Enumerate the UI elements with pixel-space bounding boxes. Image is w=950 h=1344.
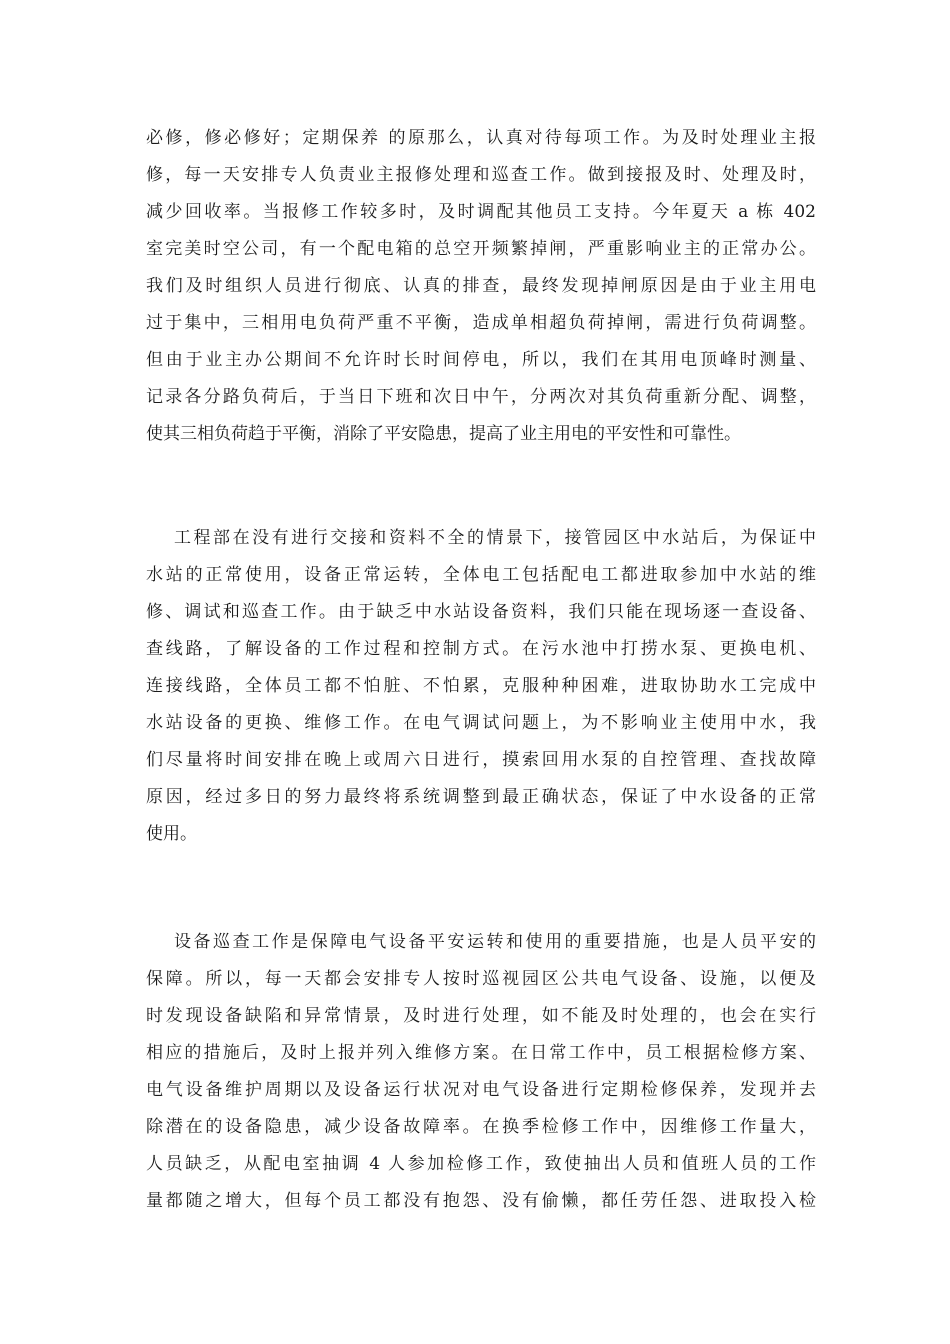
text-line: 减少回收率。当报修工作较多时，及时调配其他员工支持。今年夏天 a 栋 402 — [146, 202, 816, 222]
text-line: 修，每一天安排专人负责业主报修处理和巡查工作。做到接报及时、处理及时， — [146, 165, 816, 185]
text-line: 们尽量将时间安排在晚上或周六日进行，摸索回用水泵的自控管理、查找故障 — [146, 750, 816, 770]
text-line: 保障。所以，每一天都会安排专人按时巡视园区公共电气设备、设施，以便及 — [146, 969, 816, 989]
text-line: 工程部在没有进行交接和资料不全的情景下，接管园区中水站后，为保证中 — [174, 528, 816, 548]
text-line: 室完美时空公司，有一个配电箱的总空开频繁掉闸，严重影响业主的正常办公。 — [146, 239, 816, 259]
text-line: 必修，修必修好；定期保养 的原那么，认真对待每项工作。为及时处理业主报 — [146, 128, 816, 148]
text-line: 我们及时组织人员进行彻底、认真的排查，最终发现掉闸原因是由于业主用电 — [146, 276, 816, 296]
text-line: 但由于业主办公期间不允许时长时间停电，所以，我们在其用电顶峰时测量、 — [146, 350, 816, 370]
text-line: 电气设备维护周期以及设备运行状况对电气设备进行定期检修保养，发现并去 — [146, 1080, 816, 1100]
text-line: 查线路，了解设备的工作过程和控制方式。在污水池中打捞水泵、更换电机、 — [146, 639, 816, 659]
text-line: 过于集中，三相用电负荷严重不平衡，造成单相超负荷掉闸，需进行负荷调整。 — [146, 313, 816, 333]
text-line: 记录各分路负荷后，于当日下班和次日中午，分两次对其负荷重新分配、调整， — [146, 387, 816, 407]
text-line: 人员缺乏，从配电室抽调 4 人参加检修工作，致使抽出人员和值班人员的工作 — [146, 1154, 816, 1174]
text-line: 使其三相负荷趋于平衡，消除了平安隐患，提高了业主用电的平安性和可靠性。 — [146, 424, 741, 444]
text-line: 量都随之增大，但每个员工都没有抱怨、没有偷懒，都任劳任怨、进取投入检 — [146, 1191, 816, 1211]
text-line: 设备巡查工作是保障电气设备平安运转和使用的重要措施，也是人员平安的 — [174, 932, 816, 952]
text-line: 连接线路，全体员工都不怕脏、不怕累，克服种种困难，进取协助水工完成中 — [146, 676, 816, 696]
text-line: 水站的正常使用，设备正常运转，全体电工包括配电工都进取参加中水站的维 — [146, 565, 816, 585]
text-line: 原因，经过多日的努力最终将系统调整到最正确状态，保证了中水设备的正常 — [146, 787, 816, 807]
text-line: 除潜在的设备隐患，减少设备故障率。在换季检修工作中，因维修工作量大， — [146, 1117, 816, 1137]
text-line: 相应的措施后，及时上报并列入维修方案。在日常工作中，员工根据检修方案、 — [146, 1043, 816, 1063]
paragraph-water-station — [146, 520, 816, 853]
paragraph-electrical-repair — [146, 120, 816, 453]
text-line: 时发现设备缺陷和异常情景，及时进行处理，如不能及时处理的，也会在实行 — [146, 1006, 816, 1026]
text-line: 水站设备的更换、维修工作。在电气调试问题上，为不影响业主使用中水，我 — [146, 713, 816, 733]
text-line: 使用。 — [146, 824, 197, 844]
text-line: 修、调试和巡查工作。由于缺乏中水站设备资料，我们只能在现场逐一查设备、 — [146, 602, 816, 622]
paragraph-equipment-inspection — [146, 924, 816, 1220]
